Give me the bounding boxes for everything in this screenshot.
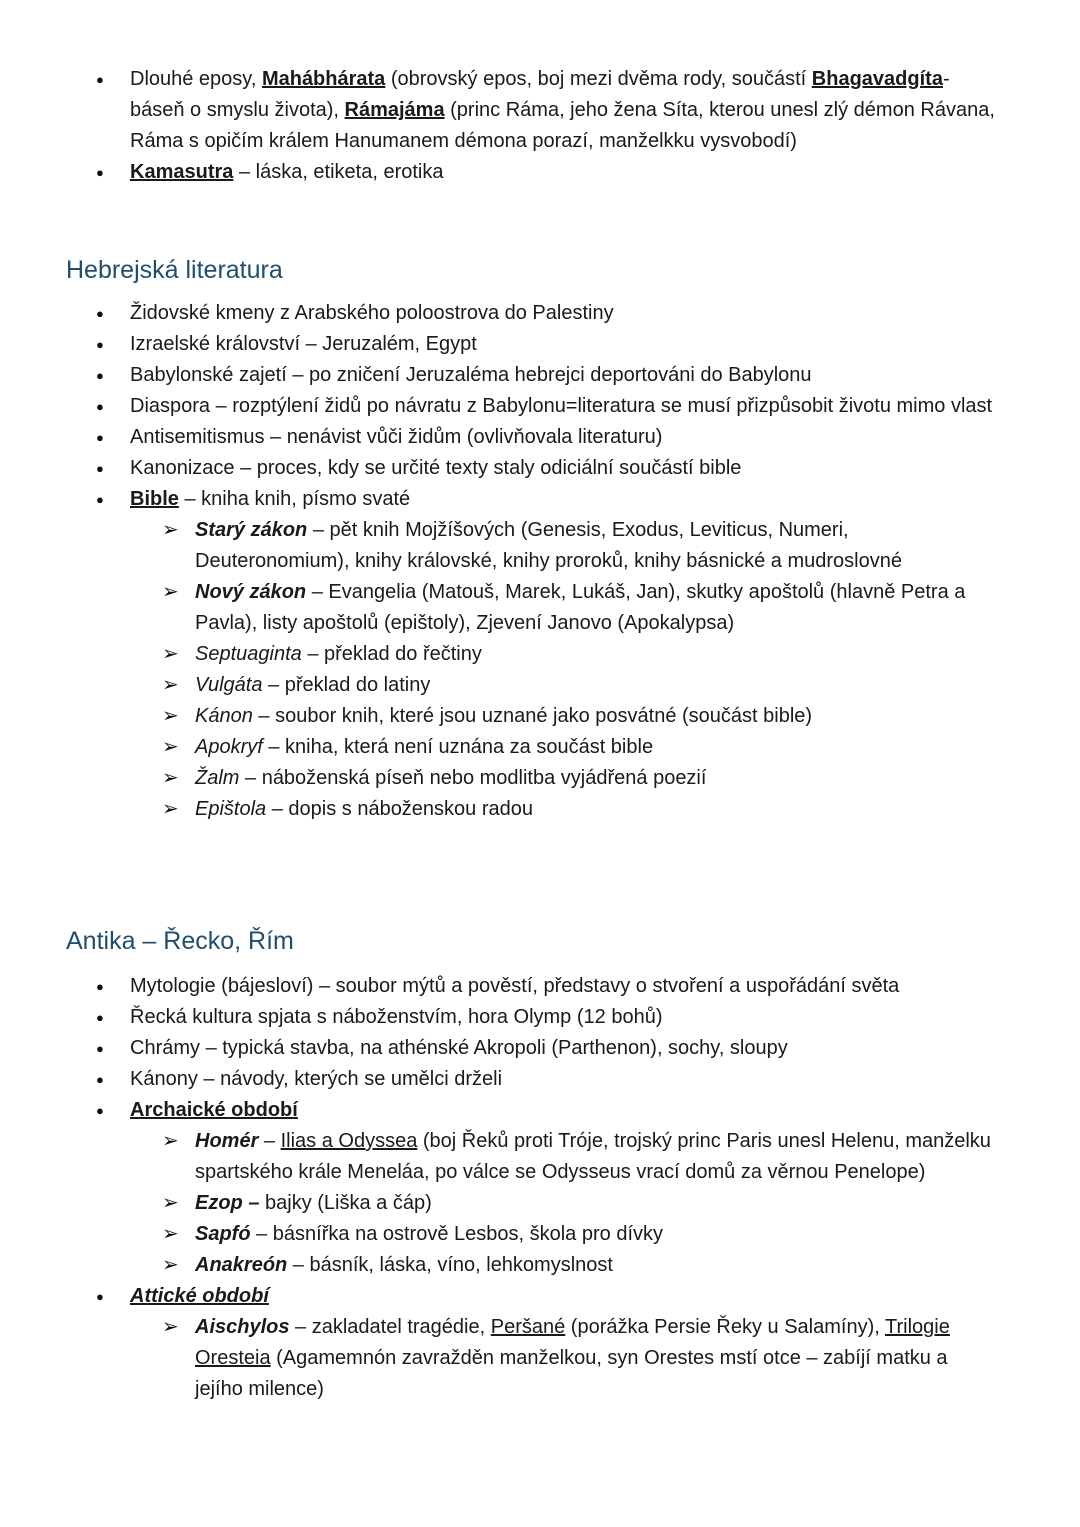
india-section (66, 64, 996, 188)
section-heading: Antika – Řecko, Řím (66, 927, 294, 955)
list-item: ● Chrámy – typická stavba, na athénské Akropoli (Parthenon), sochy, sloupy (66, 1033, 996, 1064)
sublist-item: ➢ Starý zákon – pět knih Mojžíšových (Genesis, Exodus, Leviticus, Numeri, Deuteronomium), knihy královské, knihy proroků, knihy básnické a mudroslovné (130, 515, 996, 577)
list-item: ● Diaspora – rozptýlení židů po návratu z Babylonu=literatura se musí přizpůsobit životu mimo vlast (66, 391, 996, 422)
keyword: Mahábhárata (261, 68, 386, 90)
keyword: Rámajáma (344, 99, 445, 121)
attic-sublist (130, 1312, 996, 1405)
list-item: ● Babylonské zajetí – po zničení Jeruzaléma hebrejci deportováni do Babylonu (66, 360, 996, 391)
hebrew-section (66, 254, 996, 825)
list-item: ● Antisemitismus – nenávist vůči židům (ovlivňovala literaturu) (66, 422, 996, 453)
list-item: ● Židovské kmeny z Arabského poloostrova do Palestiny (66, 298, 996, 329)
sublist-item: ➢ Vulgáta – překlad do latiny (130, 670, 996, 701)
sublist-item: ➢ Nový zákon – Evangelia (Matouš, Marek, Lukáš, Jan), skutky apoštolů (hlavně Petra a Pavla), listy apoštolů (epištoly), Zjevení Janovo (Apokalypsa) (130, 577, 996, 639)
subsection-title: Archaické období (130, 1099, 298, 1121)
subsection-title: Attické období (130, 1285, 269, 1307)
sublist-item: ➢ Aischylos – zakladatel tragédie, Peršané (porážka Persie Řeky u Salamíny), Trilogie Oresteia (Agamemnón zavražděn manželkou, syn Orestes mstí otce – zabíjí matku a jejího milence) (130, 1312, 996, 1405)
keyword: Bhagavadgíta (811, 68, 943, 90)
sublist-item: ➢ Sapfó – básnířka na ostrově Lesbos, škola pro dívky (130, 1219, 996, 1250)
section-heading: Hebrejská literatura (66, 256, 283, 284)
sublist-item: ➢ Septuaginta – překlad do řečtiny (130, 639, 996, 670)
list-item: ● Izraelské království – Jeruzalém, Egypt (66, 329, 996, 360)
list-item (66, 1281, 996, 1405)
sublist-item: ➢ Epištola – dopis s náboženskou radou (130, 794, 996, 825)
keyword: Bible (130, 488, 179, 510)
list-item: ● Dlouhé eposy, Mahábhárata (obrovský epos, boj mezi dvěma rody, součástí Bhagavadgíta- báseň o smyslu života), Rámajáma (princ Ráma, jeho žena Síta, kterou unesl zlý démon Rávana, Ráma s opičím králem Hanumanem démona porazí, manželkku vysvobodí) (66, 64, 996, 157)
sublist-item: ➢ Homér – Ilias a Odyssea (boj Řeků proti Tróje, trojský princ Paris unesl Helenu, manželku spartského krále Meneláa, po válce se Odysseus vrací domů za věrnou Penelope) (130, 1126, 996, 1188)
list-item: ● Kánony – návody, kterých se umělci drželi (66, 1064, 996, 1095)
sublist-item: ➢ Ezop – bajky (Liška a čáp) (130, 1188, 996, 1219)
keyword: Kamasutra (130, 161, 234, 183)
archaic-sublist (130, 1126, 996, 1281)
list-item: ● Mytologie (bájesloví) – soubor mýtů a pověstí, představy o stvoření a uspořádání světa (66, 971, 996, 1002)
list-item: ● Kanonizace – proces, kdy se určité texty staly odiciální součástí bible (66, 453, 996, 484)
sublist-item: ➢ Kánon – soubor knih, které jsou uznané jako posvátné (součást bible) (130, 701, 996, 732)
hebrew-list (66, 298, 996, 825)
list-item: ● Bible – kniha knih, písmo svaté ➢ Starý zákon – pět knih Mojžíšových (Genesis, Exodus, Leviticus, Numeri, Deuteronomium), knihy královské, knihy proroků, knihy básnické a mudroslovné ➢ Nový zákon – Evangelia (Matouš, Marek, Lukáš, Jan), skutky apoštolů (hlavně Petra a Pavla), listy apoštolů (epištoly), Zjevení Janovo (Apokalypsa) ➢ Septuaginta – překlad do řečtiny ➢ Vulgáta – překlad do latiny ➢ Kánon – soubor knih, které jsou uznané jako posvátné (součást bible) ➢ Apokryf – kniha, která není uznána za součást bible ➢ Žalm – náboženská píseň nebo modlitba vyjádřená poezií ➢ Epištola – dopis s náboženskou radou (66, 484, 996, 825)
list-item (66, 1095, 996, 1281)
list-item: ● Kamasutra – láska, etiketa, erotika (66, 157, 996, 188)
sublist-item: ➢ Anakreón – básník, láska, víno, lehkomyslnost (130, 1250, 996, 1281)
antika-section (66, 925, 996, 1405)
bible-sublist (130, 515, 996, 825)
list-item: ● Řecká kultura spjata s náboženstvím, hora Olymp (12 bohů) (66, 1002, 996, 1033)
sublist-item: ➢ Žalm – náboženská píseň nebo modlitba vyjádřená poezií (130, 763, 996, 794)
sublist-item: ➢ Apokryf – kniha, která není uznána za součást bible (130, 732, 996, 763)
india-list (66, 64, 996, 188)
antika-list (66, 971, 996, 1405)
